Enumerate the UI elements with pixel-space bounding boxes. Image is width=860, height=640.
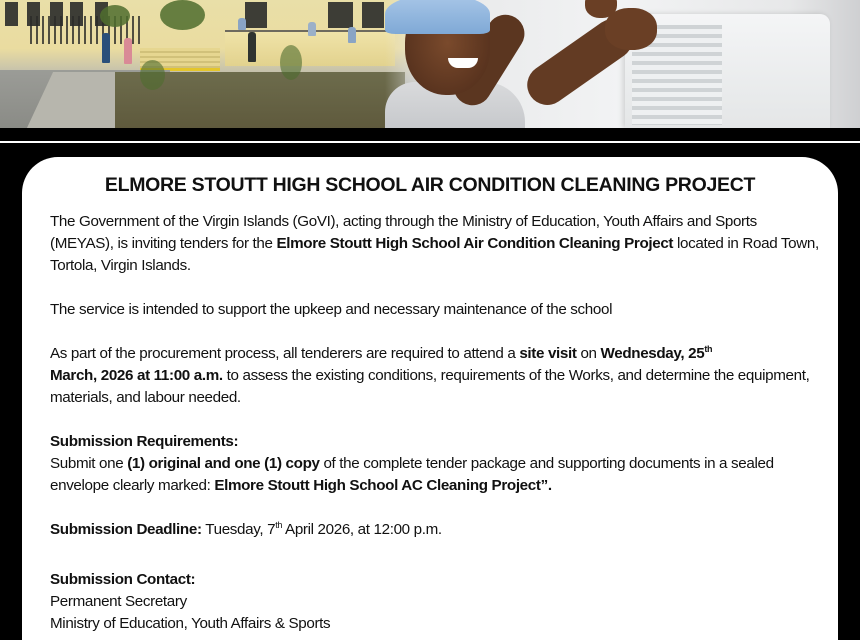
intro-location: located in Road Town, Tortola, Virgin Islands. [50,235,819,274]
deadline-label: Submission Deadline: [50,521,202,538]
shrub [140,60,165,90]
person-figure [348,27,356,43]
divider-line [0,141,860,143]
person-figure [308,22,316,36]
site-visit-text: As part of the procurement process, all tenderers are required to attend a [50,345,520,362]
requirements-heading: Submission Requirements: [50,433,239,450]
contact-heading: Submission Contact: [50,571,196,588]
notice-title: ELMORE STOUTT HIGH SCHOOL AIR CONDITION CLEANING PROJECT [104,174,756,196]
contact-line: Permanent Secretary [50,593,187,610]
hard-hat-icon [385,0,490,34]
tender-notice-card [22,157,838,640]
palm-tree [100,5,130,27]
intro-paragraph [50,211,820,277]
site-visit-purpose: to assess the existing conditions, requirements of the Works, and determine the equipment, materials, and labour needed. [50,367,810,406]
contact-line: Ministry of Education, Youth Affairs & Sports [50,615,331,632]
shrub [280,45,302,80]
intro-text: The Government of the Virgin Islands (GoVI), acting through the Ministry of Education, Youth Affairs and Sports (MEYAS), is inviting tenders for the [50,213,757,252]
deadline-line [50,519,820,541]
envelope-marking: Elmore Stoutt High School AC Cleaning Project”. [214,477,552,494]
student-figure [124,38,132,64]
purpose-paragraph: The service is intended to support the upkeep and necessary maintenance of the school [50,301,613,318]
person-figure [238,18,246,30]
tree [160,0,205,30]
project-name: Elmore Stoutt High School Air Condition Cleaning Project [276,235,674,252]
deadline-value: Tuesday, 7th April 2026, at 12:00 p.m. [201,519,442,538]
worker-hand [605,8,657,50]
person-figure [248,32,256,62]
student-figure [102,33,110,63]
site-visit-label: site visit [519,345,577,362]
site-visit-on: on [576,345,601,362]
requirements-paragraph: Submit one (1) original and one (1) copy of the complete tender package and supporting documents in a sealed envelope clearly marked: Elmore Stoutt High School AC Cleaning Project”. [50,455,774,494]
site-visit-paragraph [50,343,820,409]
hero-banner [0,0,860,128]
site-visit-date: Wednesday, 25th March, 2026 at 11:00 a.m. [50,343,713,384]
